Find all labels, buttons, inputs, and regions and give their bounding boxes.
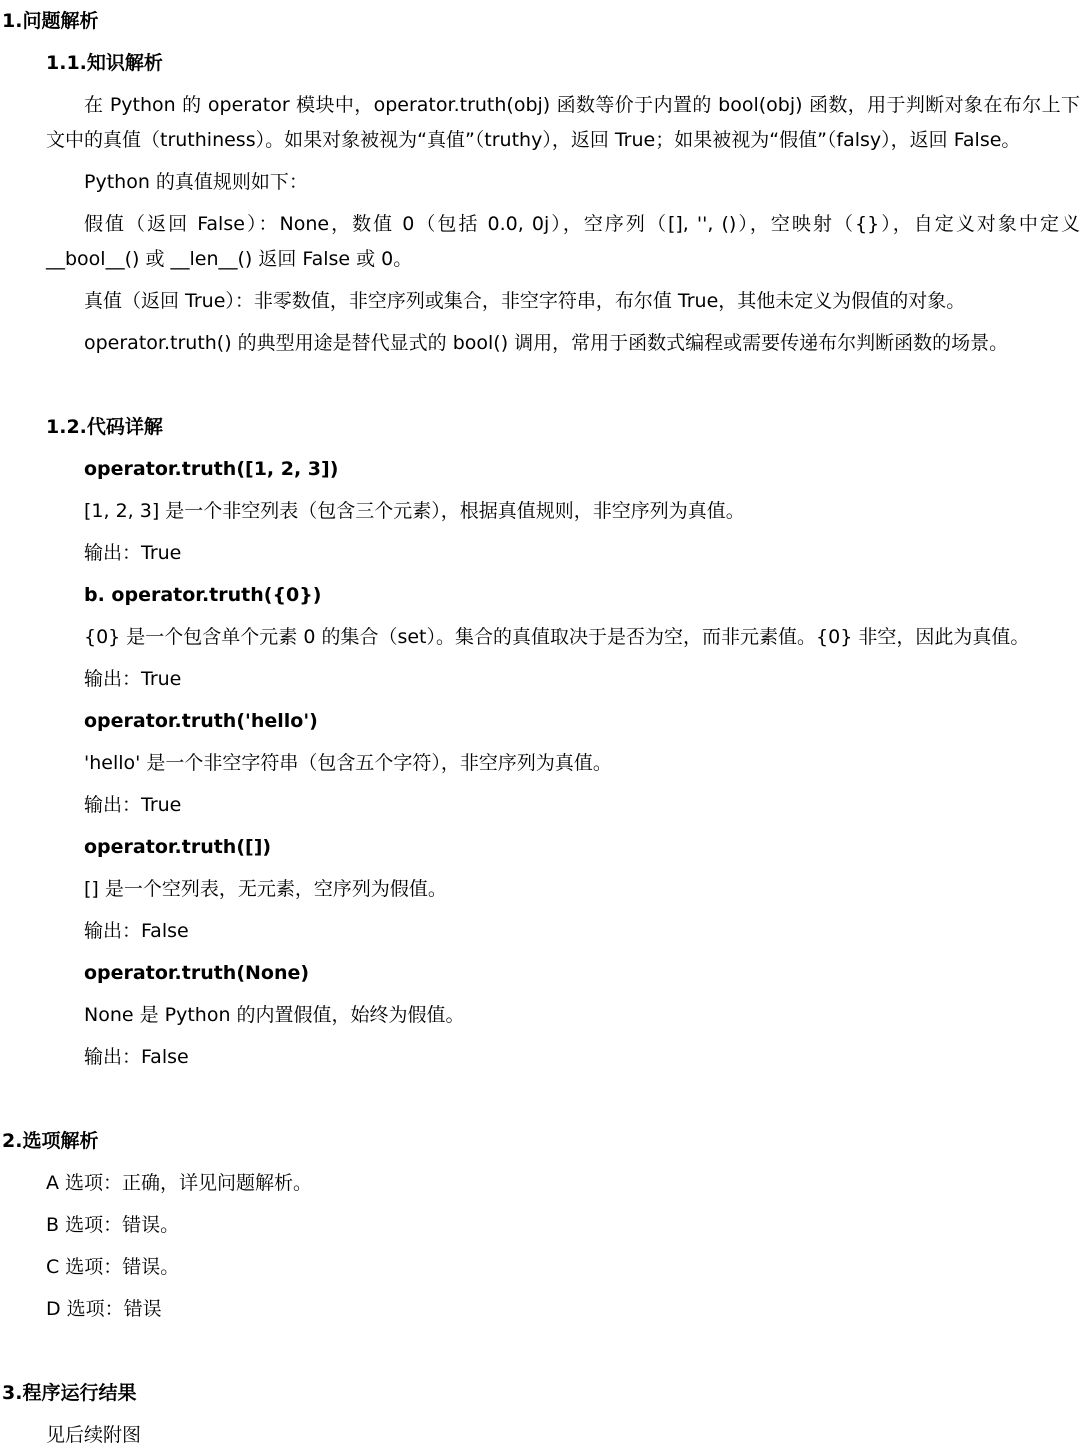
code-example bbox=[0, 700, 1090, 826]
code-example bbox=[0, 826, 1090, 952]
option-b: B 选项：错误。 bbox=[46, 1214, 180, 1236]
option-c: C 选项：错误。 bbox=[46, 1256, 180, 1278]
code-output: 输出：True bbox=[84, 668, 182, 690]
paragraph-rules-intro: Python 的真值规则如下： bbox=[84, 171, 308, 193]
code-output: 输出：True bbox=[84, 794, 182, 816]
code-output: 输出：True bbox=[84, 542, 182, 564]
code-line: b. operator.truth({0}) bbox=[84, 584, 322, 606]
code-line: operator.truth([]) bbox=[84, 836, 272, 858]
code-explanation: None 是 Python 的内置假值，始终为假值。 bbox=[84, 1004, 465, 1026]
option-d: D 选项：错误 bbox=[46, 1298, 162, 1320]
code-output: 输出：False bbox=[84, 920, 189, 942]
section-heading-options: 2.选项解析 bbox=[2, 1130, 99, 1152]
section-heading-problem-analysis: 1.问题解析 bbox=[2, 10, 99, 32]
code-example bbox=[0, 952, 1090, 1078]
paragraph-typical-usage: operator.truth() 的典型用途是替代显式的 bool() 调用，常用于函数式编程或需要传递布尔判断函数的场景。 bbox=[84, 332, 1009, 354]
code-explanation: {0} 是一个包含单个元素 0 的集合（set）。集合的真值取决于是否为空，而非元素值。{0} 非空，因此为真值。 bbox=[84, 626, 1030, 648]
run-result-note: 见后续附图 bbox=[46, 1424, 142, 1446]
option-a: A 选项：正确，详见问题解析。 bbox=[46, 1172, 313, 1194]
paragraph-truthy-rules: 真值（返回 True）：非零数值，非空序列或集合，非空字符串，布尔值 True，其他未定义为假值的对象。 bbox=[84, 290, 966, 312]
code-explanation: [] 是一个空列表，无元素，空序列为假值。 bbox=[84, 878, 447, 900]
code-explanation: 'hello' 是一个非空字符串（包含五个字符），非空序列为真值。 bbox=[84, 752, 612, 774]
code-line: operator.truth(None) bbox=[84, 962, 310, 984]
code-output: 输出：False bbox=[84, 1046, 189, 1068]
code-example bbox=[0, 448, 1090, 574]
subsection-heading-knowledge: 1.1.知识解析 bbox=[46, 52, 163, 74]
code-line: operator.truth([1, 2, 3]) bbox=[84, 458, 339, 480]
code-line: operator.truth('hello') bbox=[84, 710, 318, 732]
subsection-heading-code: 1.2.代码详解 bbox=[46, 416, 163, 438]
code-example bbox=[0, 574, 1090, 700]
paragraph-truth-intro: 在 Python 的 operator 模块中，operator.truth(obj) 函数等价于内置的 bool(obj) 函数，用于判断对象在布尔上下文中的真值（truthiness）。如果对象被视为“真值”（truthy），返回 True；如果被视为“假值”（falsy），返回 False。 bbox=[46, 93, 1080, 151]
code-explanation: [1, 2, 3] 是一个非空列表（包含三个元素），根据真值规则，非空序列为真值。 bbox=[84, 500, 745, 522]
section-heading-run-result: 3.程序运行结果 bbox=[2, 1382, 137, 1404]
paragraph-falsy-rules: 假值（返回 False）：None，数值 0（包括 0.0, 0j），空序列（[], '', ()），空映射（{}），自定义对象中定义 __bool__() 或 __len__() 返回 False 或 0。 bbox=[46, 212, 1080, 270]
